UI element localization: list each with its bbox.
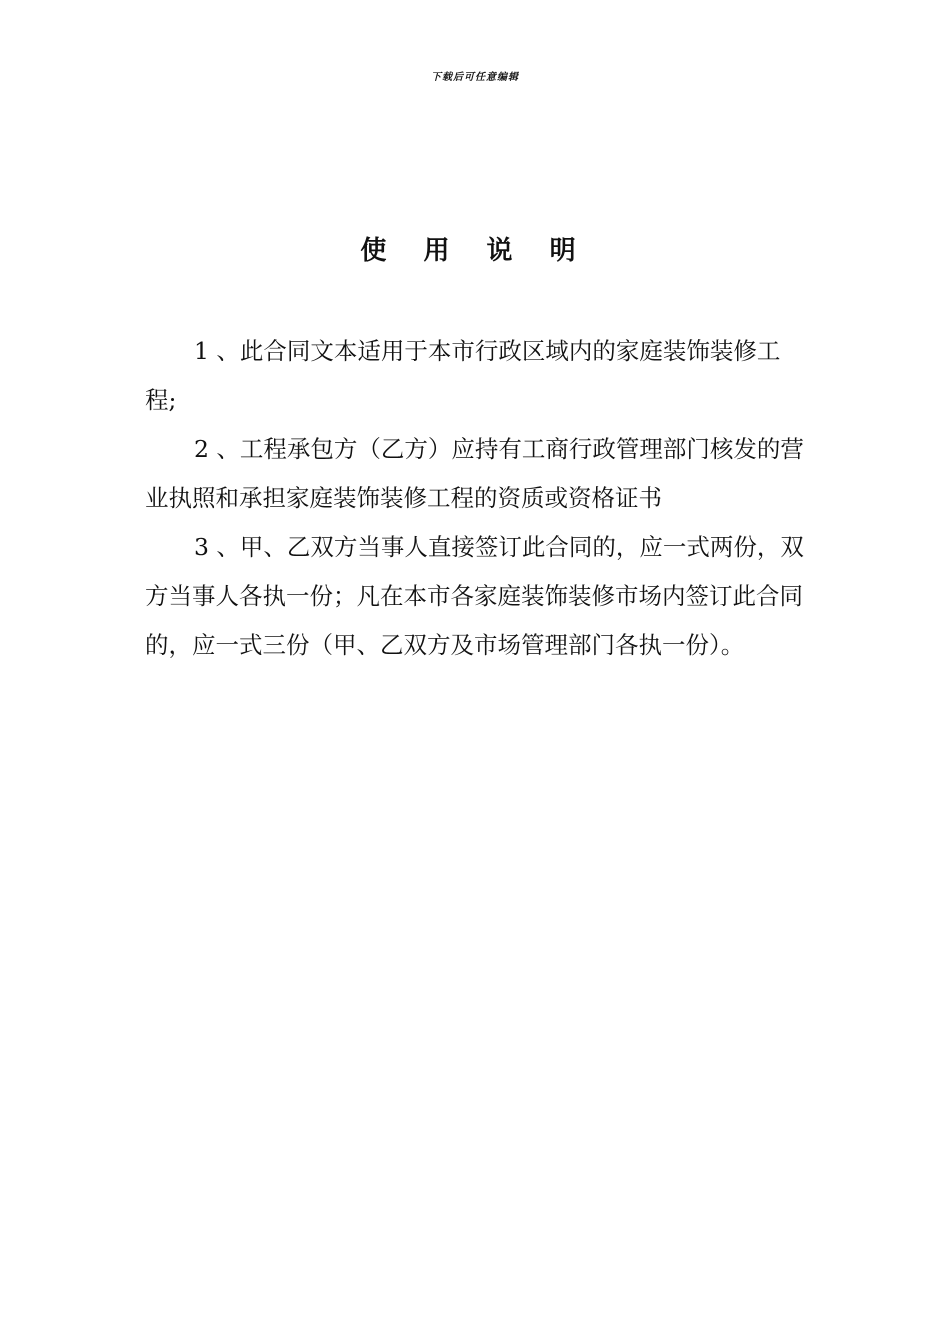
header-note: 下载后可任意编辑 [431,72,519,83]
instruction-paragraph-1: 1 、此合同文本适用于本市行政区域内的家庭装饰装修工程; [145,337,781,414]
instruction-paragraph-2: 2 、工程承包方（乙方）应持有工商行政管理部门核发的营业执照和承担家庭装饰装修工程的资质或资格证书 [145,435,804,512]
instruction-paragraph-3: 3 、甲、乙双方当事人直接签订此合同的，应一式两份，双方当事人各执一份；凡在本市各家庭装饰装修市场内签订此合同的，应一式三份（甲、乙双方及市场管理部门各执一份）。 [145,533,804,659]
page-title: 使 用 说 明 [360,236,590,266]
instructions-body [145,327,810,670]
